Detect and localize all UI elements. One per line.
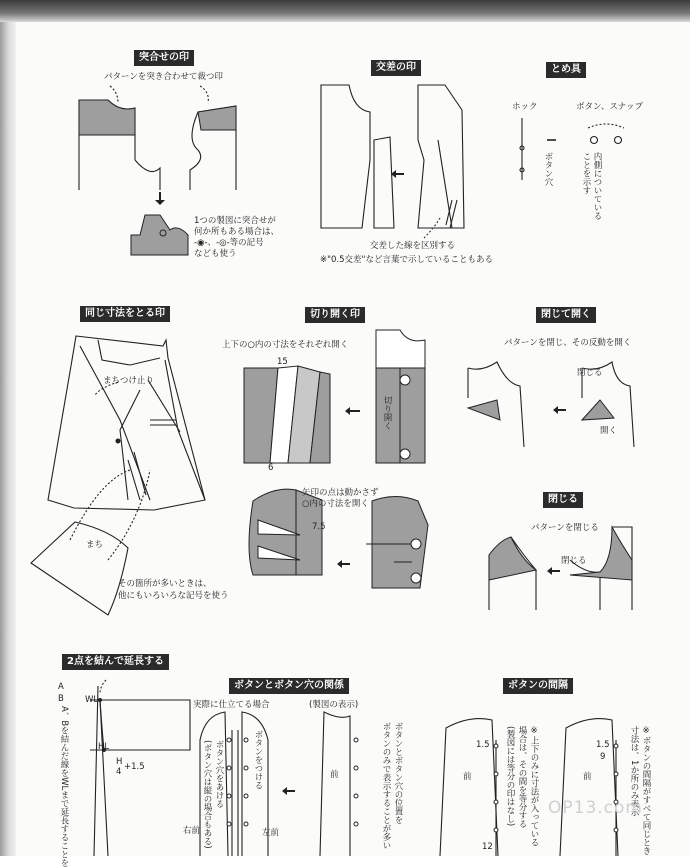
button-rel-button: ボタンをつける bbox=[253, 730, 263, 790]
button-gap-15a: 1.5 bbox=[476, 740, 490, 750]
kiribiraki-caption: 上下の○内の寸法をそれぞれ開く bbox=[222, 340, 349, 350]
kousa-caption2: ※"0.5交差"など言葉で示していることもある bbox=[320, 255, 493, 265]
kiribiraki-title: 切り開く印 bbox=[305, 307, 365, 323]
button-rel-note: ボタンとボタン穴の位置を ボタンのみで表示することが多い bbox=[381, 722, 403, 850]
button-rel-caption1: 実際に仕立てる場合 bbox=[193, 700, 270, 710]
tojite-open: 開く bbox=[600, 426, 618, 436]
tomegu-button-snap: ボタン、スナップ bbox=[576, 102, 643, 112]
encho-vtext: A、Bを結んだ線をWLまで延長することを bbox=[59, 706, 69, 867]
tomegu-title: とめ具 bbox=[546, 62, 586, 78]
kiribiraki-num15: 15 bbox=[277, 357, 288, 367]
button-gap-9: 9 bbox=[600, 752, 606, 762]
encho-formula-h: H bbox=[116, 757, 123, 767]
watermark: OP13.com bbox=[548, 798, 643, 818]
tojite-caption: パターンを閉じ、その反動を開く bbox=[504, 338, 632, 348]
kiribiraki-num6: 6 bbox=[268, 463, 274, 473]
onaji-machi: まち bbox=[86, 540, 104, 550]
encho-title: 2点を結んで延長する bbox=[62, 654, 169, 670]
tojiru-title: 閉じる bbox=[543, 492, 583, 508]
button-rel-hole-note: (ボタン穴は縦の場合もある) bbox=[202, 740, 212, 849]
tojiru-close: 閉じる bbox=[561, 556, 587, 566]
button-rel-caption2: (製図の表示) bbox=[309, 700, 359, 710]
kiribiraki-cut-label: 切り開く bbox=[382, 396, 392, 430]
encho-WL: WL bbox=[85, 695, 99, 705]
awase-caption: パターンを突き合わせて裁つ印 bbox=[104, 72, 223, 82]
encho-formula-plus: +1.5 bbox=[124, 762, 145, 772]
encho-A: A bbox=[58, 682, 64, 692]
onaji-note: その箇所が多いときは、 他にもいろいろな記号を使う bbox=[118, 579, 229, 601]
button-gap-note2: ※ボタンの間隔がすべて同じとき 寸法は、1か所のみ表示 bbox=[629, 726, 651, 855]
onaji-machitsuke: まちつけ止り bbox=[103, 376, 154, 386]
tojiru-caption: パターンを閉じる bbox=[531, 523, 599, 533]
button-gap-title: ボタンの間隔 bbox=[503, 678, 573, 694]
kiribiraki-caption2: 矢印の点は動かさず ○内の寸法を開く bbox=[302, 488, 379, 509]
tomegu-buttonhole: ボタン穴 bbox=[543, 152, 553, 186]
encho-HL: HL bbox=[98, 742, 110, 752]
kousa-caption1: 交差した線を区別する bbox=[370, 241, 456, 251]
awase-note: 1つの製図に突合せが 何か所もある場合は、 -◉-、-◎-等の記号 なども使う bbox=[194, 216, 280, 259]
tojite-title: 閉じて開く bbox=[536, 307, 596, 323]
button-rel-right-front: 右前 bbox=[183, 826, 201, 836]
onaji-title: 同じ寸法をとる印 bbox=[80, 306, 170, 322]
encho-formula-4: 4 bbox=[116, 767, 122, 777]
awase-title: 突合せの印 bbox=[134, 50, 194, 66]
tomegu-inside-note: 内側についている ことを示す bbox=[581, 152, 602, 220]
button-gap-15b: 1.5 bbox=[596, 740, 610, 750]
kousa-title: 交差の印 bbox=[371, 60, 421, 76]
button-gap-note1: ※上下のみに寸法が入っている 場合は、その間を等分する (製図には等分の印はなし) bbox=[505, 726, 539, 847]
tojite-close: 閉じる bbox=[577, 368, 603, 378]
encho-B: B bbox=[58, 694, 64, 704]
button-gap-front-1: 前 bbox=[463, 772, 472, 782]
button-gap-12: 12 bbox=[482, 842, 493, 852]
tomegu-hook: ホック bbox=[512, 102, 538, 112]
button-rel-hole: ボタン穴をあける bbox=[214, 740, 224, 808]
kiribiraki-num75: 7.5 bbox=[312, 522, 326, 532]
button-rel-left-front: 左前 bbox=[262, 828, 280, 838]
button-rel-front: 前 bbox=[330, 770, 339, 780]
button-gap-front-2: 前 bbox=[583, 772, 592, 782]
button-rel-title: ボタンとボタン穴の関係 bbox=[229, 678, 349, 694]
